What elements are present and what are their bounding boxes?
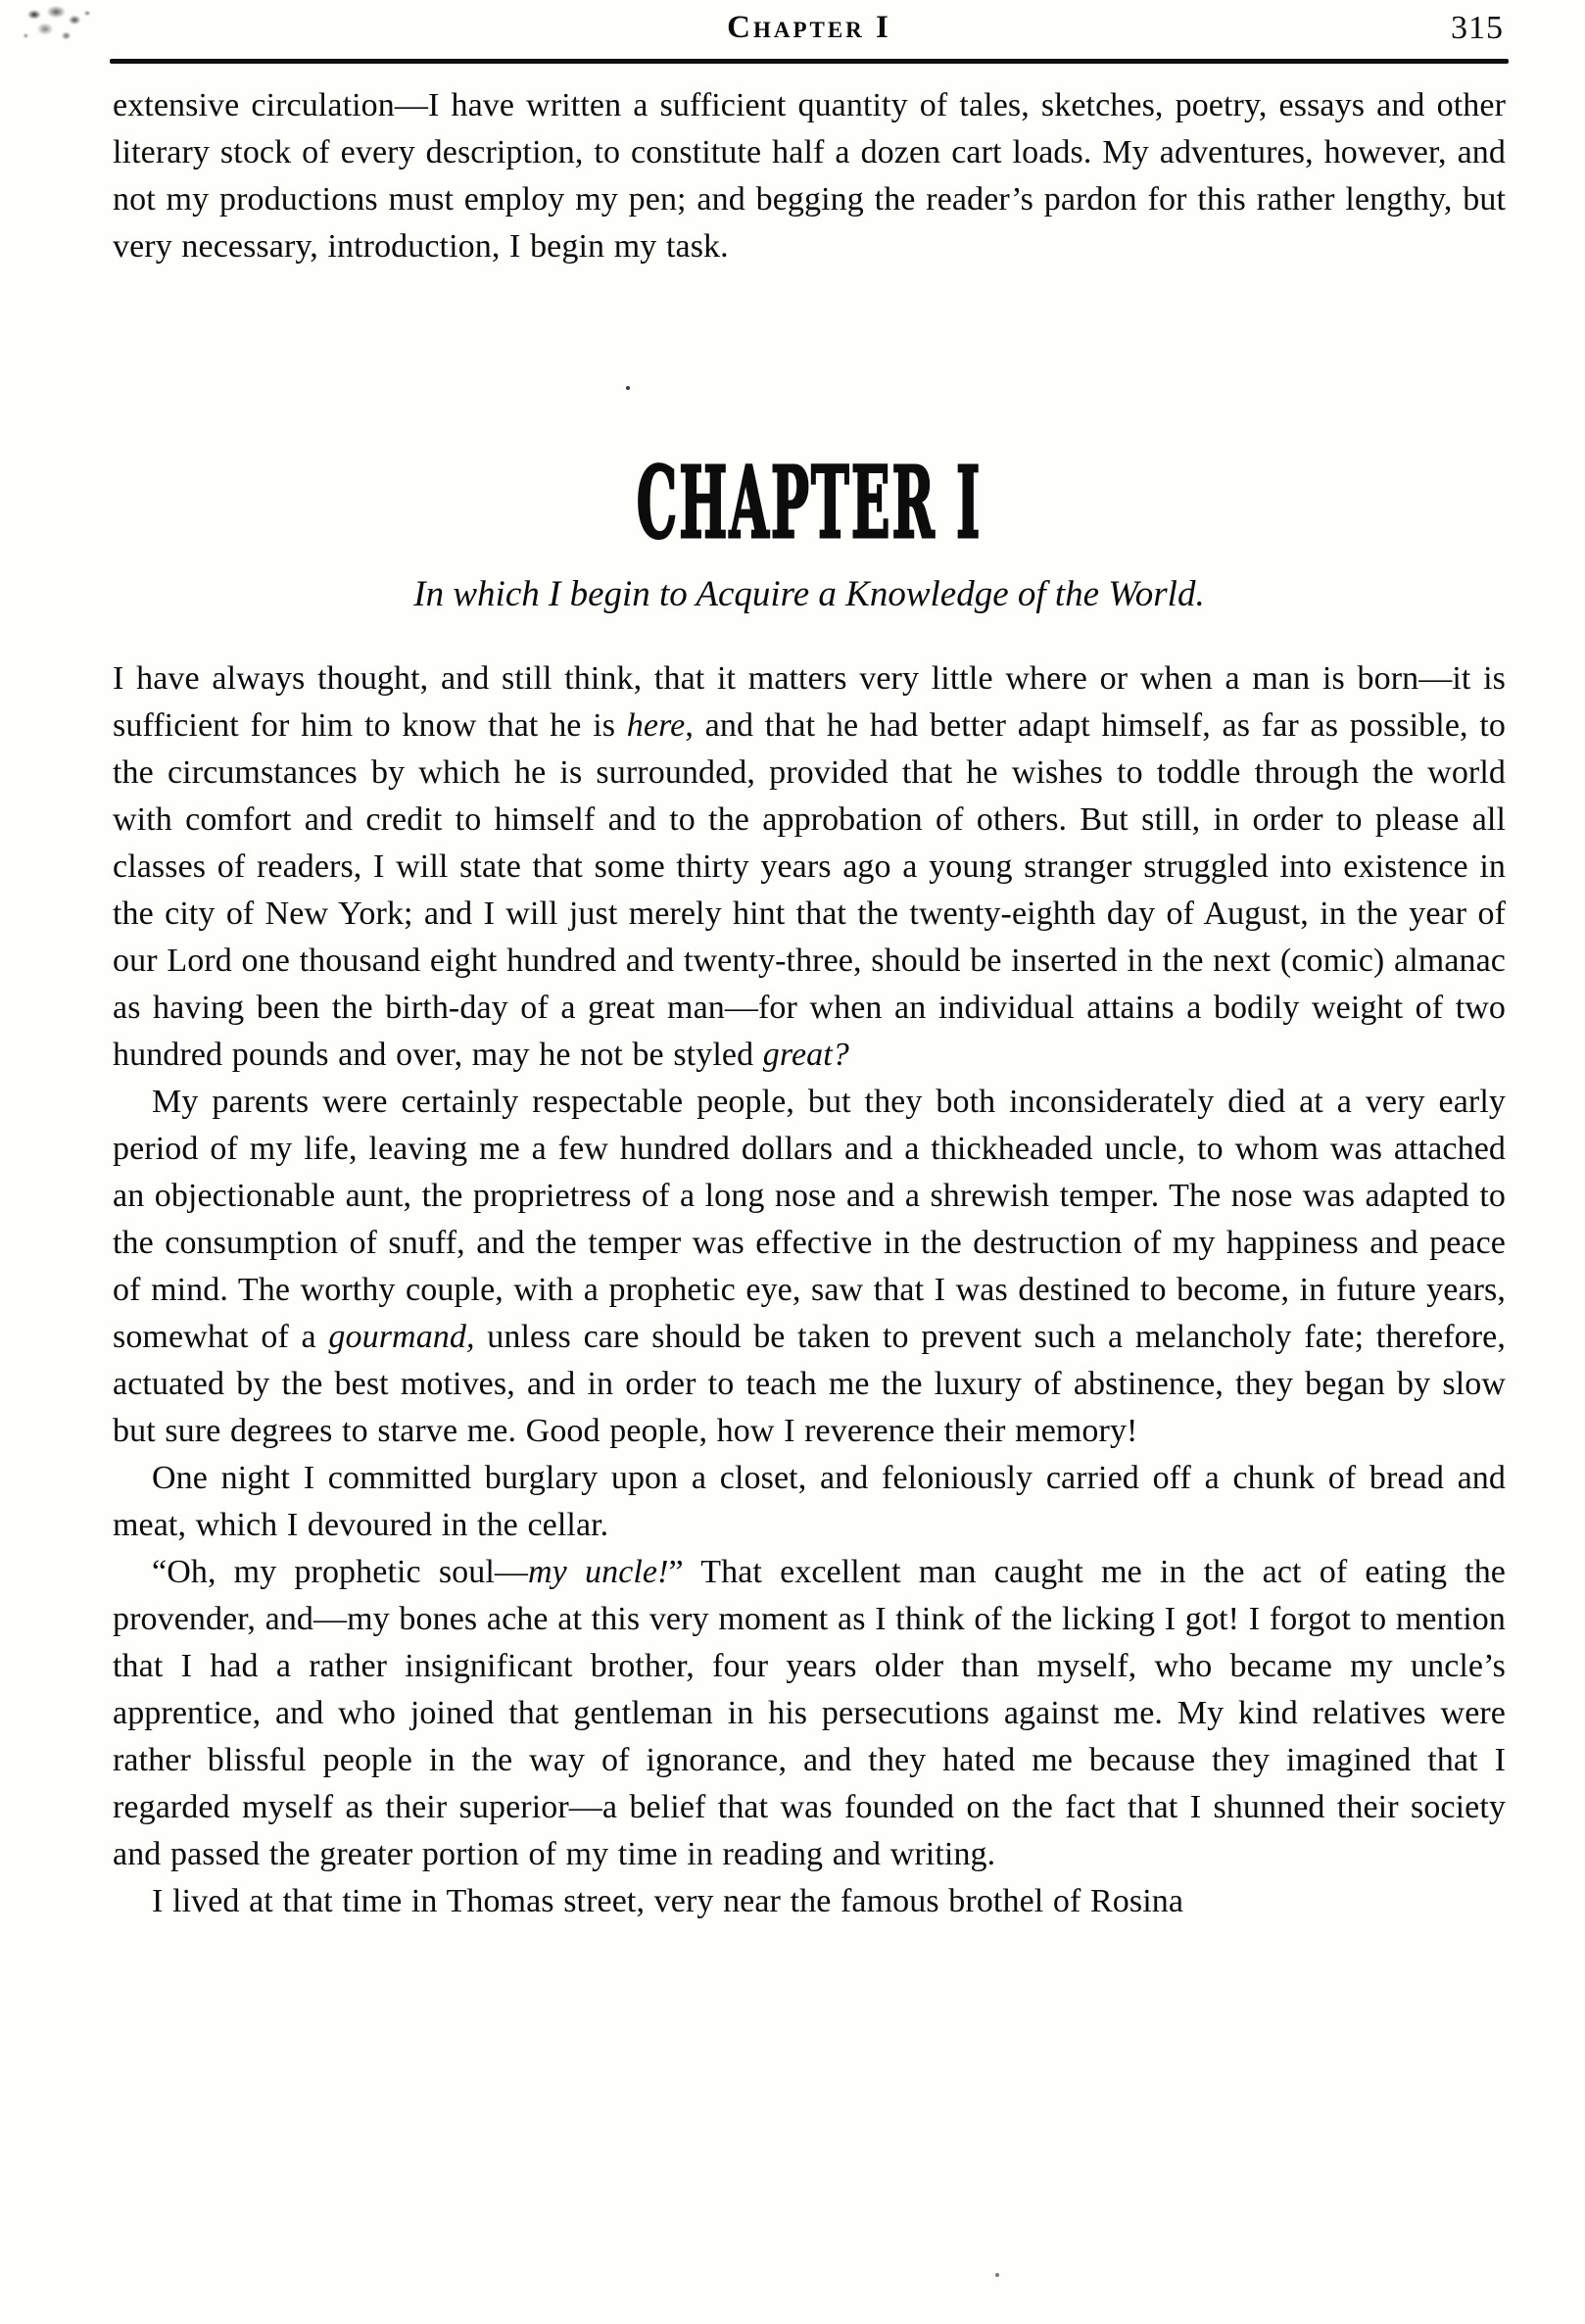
body-paragraph-2: My parents were certainly respectable people, but they both inconsiderately died at a very early period of my life, leaving me a few hundred dollars and a thickheaded uncle, to whom was attached an objectionable aunt, the proprietress of a long nose and a shrewish temper. The nose was adapted to the consumption of snuff, and the temper was effective in the destruction of my happiness and peace of mind. The worthy couple, with a prophetic eye, saw that I was destined to become, in future years, somewhat of a gourmand, unless care should be taken to prevent such a melancholy fate; therefore, actuated by the best motives, and in order to teach me the luxury of abstinence, they began by slow but sure degrees to starve me. Good people, how I reverence their memory!: [113, 1084, 1506, 1449]
chapter-heading-text: CHAPTER I: [636, 445, 983, 560]
scan-speck: [626, 386, 630, 390]
running-title: Chapter I: [727, 10, 891, 45]
body-paragraph-3: One night I committed burglary upon a closet, and feloniously carried off a chunk of bread and meat, which I devoured in the cellar.: [113, 1460, 1506, 1543]
page-header: [113, 10, 1506, 57]
header-rule: [110, 59, 1509, 64]
body-paragraph-5: I lived at that time in Thomas street, very near the famous brothel of Rosina: [152, 1883, 1184, 1919]
chapter-subtitle: In which I begin to Acquire a Knowledge of the World.: [413, 574, 1205, 614]
body-paragraph-4: “Oh, my prophetic soul—my uncle!” That excellent man caught me in the act of eating the provender, and—my bones ache at this very moment as I think of the licking I got! I forgot to mention that I had a rather insignificant brother, four years older than myself, who became my uncle’s apprentice, and who joined that gentleman in his persecutions against me. My kind relatives were rather blissful people in the way of ignorance, and they hated me because they imagined that I regarded myself as their superior—a belief that was founded on the fact that I shunned their society and passed the greater portion of my time in reading and writing.: [113, 1554, 1506, 1872]
continuation-paragraph: extensive circulation—I have written a sufficient quantity of tales, sketches, poetry, essays and other literary stock of every description, to constitute half a dozen cart loads. My adventures, however, and not my productions must employ my pen; and begging the reader’s pardon for this rather lengthy, but very necessary, introduction, I begin my task.: [113, 87, 1506, 265]
text-block: [113, 82, 1506, 1925]
scan-smudge: [16, 2, 100, 47]
chapter-heading: [113, 445, 1506, 560]
scan-speck: [995, 2273, 999, 2277]
page-number: 315: [1451, 10, 1504, 46]
body-paragraph-1: I have always thought, and still think, that it matters very little where or when a man is born—it is sufficient for him to know that he is here, and that he had better adapt himself, as far as possible, to the circumstances by which he is surrounded, provided that he wishes to toddle through the world with comfort and credit to himself and to the approbation of others. But still, in order to please all classes of readers, I will state that some thirty years ago a young stranger struggled into existence in the city of New York; and I will just merely hint that the twenty-eighth day of August, in the year of our Lord one thousand eight hundred and twenty-three, should be inserted in the next (comic) almanac as having been the birth-day of a great man—for when an individual attains a bodily weight of two hundred pounds and over, may he not be styled great?: [113, 660, 1506, 1073]
